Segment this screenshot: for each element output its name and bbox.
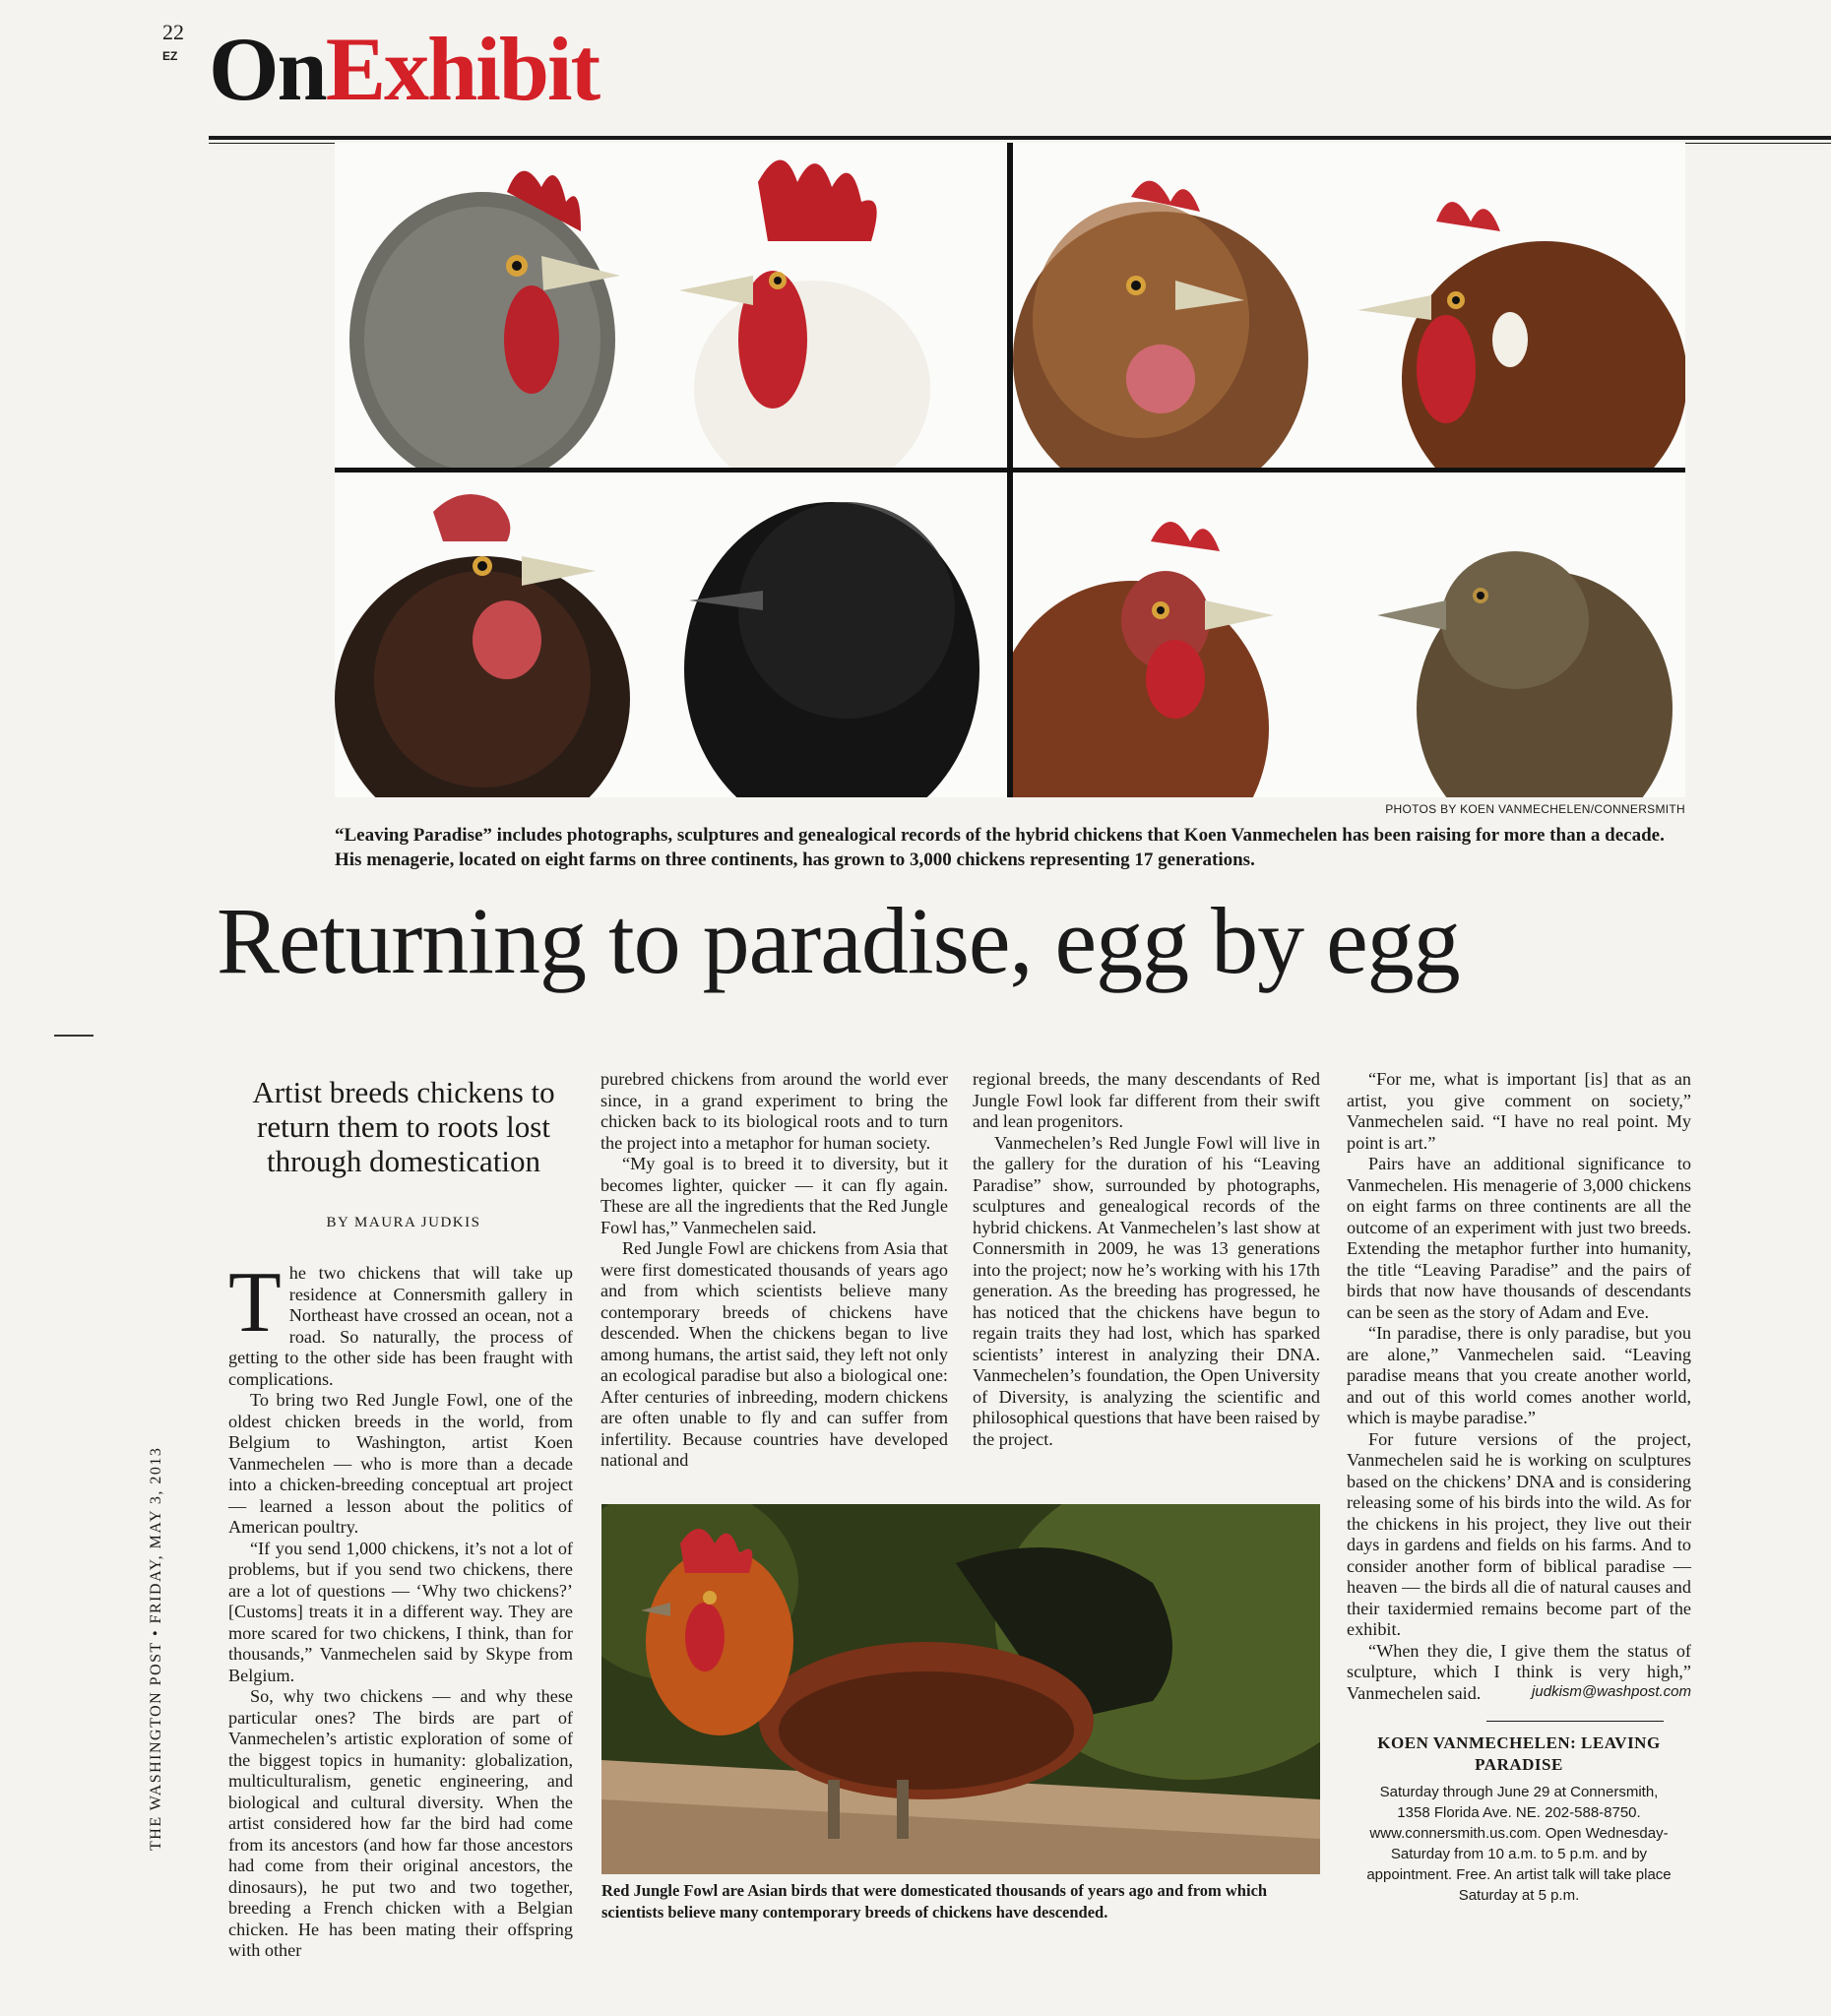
paragraph: For future versions of the project, Vanmechelen said he is working on sculptures based on the chickens’ DNA and is considering releasing some of his birds into the wild. As for the chickens in his project, they live out their days in gardens and fields on his farms. And to consider another form of biblical paradise — heaven — the birds all die of natural causes and their taxidermied remains become part of the exhibit. — [1347, 1428, 1691, 1639]
info-line: 1358 Florida Ave. NE. 202-588-8750. — [1397, 1804, 1641, 1821]
newspaper-folio: THE WASHINGTON POST • FRIDAY, MAY 3, 2013 — [148, 1446, 164, 1851]
paragraph: Vanmechelen’s Red Jungle Fowl will live in the gallery for the duration of his “Leaving Paradise” show, surrounded by photographs, sculptures and genealogical records of the hybrid chickens. At Vanmechelen’s last show at Connersmith in 2009, he was 13 generations into the project; now he’s working with his 17th generation. As the breeding has progressed, he has noticed that the chickens have begun to regain traits they had lost, which has sparked scientists’ interest in analyzing their DNA. Vanmechelen’s foundation, the Open University of Diversity, is analyzing the scientific and philosophical questions that have been raised by the project. — [973, 1132, 1320, 1449]
paragraph: regional breeds, the many descendants of Red Jungle Fowl look far different from their swift and lean progenitors. — [973, 1069, 1320, 1131]
drop-cap: T — [228, 1255, 282, 1351]
margin-mark — [54, 1035, 94, 1037]
chicken-portrait-pair-3 — [335, 472, 1007, 797]
section-title-word-2: Exhibit — [325, 19, 600, 119]
info-line: Saturday at 5 p.m. — [1458, 1887, 1580, 1904]
paragraph: “My goal is to breed it to diversity, but it becomes lighter, quicker — it can fly again. These are all the ingredients that the Red Jungle Fowl has,” Vanmechelen said. — [600, 1154, 948, 1237]
paragraph: So, why two chickens — and why these particular ones? The birds are part of Vanmechelen’s artistic exploration of some of the biggest topics in humanity: globalization, multiculturalism, genetic engineering, and biological and cultural diversity. When the artist considered how far the bird had come from its ancestors (and how far those ancestors had come from their original ancestors, the dinosaurs), he put two and two together, breeding a French chicken with a Belgian chicken. He has been mating their offspring with other — [228, 1686, 573, 1960]
exhibit-info-title: KOEN VANMECHELEN: LEAVING PARADISE — [1377, 1733, 1661, 1774]
chicken-portrait-pair-2 — [1013, 143, 1685, 468]
paragraph: Pairs have an additional significance to Vanmechelen. His menagerie of 3,000 chickens on eight farms on three continents are all the outcome of an experiment with just two breeds. Extending the metaphor further into humanity, the title “Leaving Paradise” and the pairs of birds that now have thousands of descendants can be seen as the story of Adam and Eve. — [1347, 1154, 1691, 1322]
paragraph: “When they die, I give them the status of sculpture, which I think is very high,” Vanmechelen said. — [1347, 1640, 1691, 1703]
info-line: Saturday from 10 a.m. to 5 p.m. and by — [1390, 1846, 1648, 1862]
article-column-1 — [228, 1255, 573, 1962]
article-column-2 — [600, 1069, 948, 1472]
info-line: www.connersmith.us.com. Open Wednesday- — [1369, 1825, 1669, 1842]
info-line: Saturday through June 29 at Connersmith, — [1379, 1784, 1659, 1800]
chicken-portrait-pair-1 — [335, 143, 1007, 468]
section-title — [209, 20, 599, 118]
paragraph: “If you send 1,000 chickens, it’s not a lot of problems, but if you send two chickens, there are a lot of questions — ‘Why two chickens?’ [Customs] treats it in a different way. They are more scared for two chickens, I think, than for thousands,” Vanmechelen said by Skype from Belgium. — [228, 1538, 573, 1685]
paragraph: To bring two Red Jungle Fowl, one of the oldest chicken breeds in the world, from Belgium to Washington, artist Koen Vanmechelen — who is more than a decade into a chicken-breeding conceptual art project — learned a lesson about the politics of American poultry. — [228, 1390, 573, 1537]
paragraph: “In paradise, there is only paradise, but you are alone,” Vanmechelen said. “Leaving paradise means that you create another world, and out of this world comes another world, which is maybe paradise.” — [1347, 1323, 1691, 1427]
byline: BY MAURA JUDKIS — [326, 1215, 481, 1230]
chicken-portrait-pair-4 — [1013, 472, 1685, 797]
top-photo-caption: “Leaving Paradise” includes photographs, sculptures and genealogical records of the hybrid chickens that Koen Vanmechelen has been raising for more than a decade. His menagerie, located on eight farms on three continents, has grown to 3,000 chickens representing 17 generations. — [335, 825, 1665, 870]
photo-credit: PHOTOS BY KOEN VANMECHELEN/CONNERSMITH — [1385, 802, 1685, 816]
article-column-3 — [973, 1069, 1320, 1450]
rooster-photo — [601, 1504, 1320, 1874]
headline: Returning to paradise, egg by egg — [217, 888, 1460, 993]
info-box-rule — [1486, 1721, 1664, 1722]
section-rule — [209, 136, 1831, 140]
page-number: 22 — [162, 20, 184, 44]
subheadline: Artist breeds chickens to return them to roots lost through domestication — [252, 1075, 555, 1178]
section-title-word-1: On — [209, 19, 326, 119]
author-email: judkism@washpost.com — [1532, 1683, 1691, 1700]
paragraph: “For me, what is important [is] that as an artist, you give comment on society,” Vanmechelen said. “I have no real point. My point is art.” — [1347, 1069, 1691, 1153]
rooster-photo-caption: Red Jungle Fowl are Asian birds that were domesticated thousands of years ago and from which scientists believe many contemporary breeds of chickens have descended. — [601, 1881, 1268, 1922]
chicken-portrait-grid — [335, 143, 1685, 797]
edition-code: EZ — [162, 49, 178, 63]
paragraph: he two chickens that will take up residence at Connersmith gallery in Northeast have crossed an ocean, not a road. So naturally, the process of getting to the other side has been fraught with complications. — [228, 1263, 573, 1389]
paragraph: purebred chickens from around the world ever since, in a grand experiment to bring the chicken back to its biological roots and to turn the project into a metaphor for human society. — [600, 1069, 948, 1153]
article-column-4 — [1347, 1069, 1691, 1704]
exhibit-info-details — [1347, 1782, 1691, 1906]
info-line: appointment. Free. An artist talk will take place — [1366, 1866, 1672, 1883]
paragraph: Red Jungle Fowl are chickens from Asia that were first domesticated thousands of years ago and from which scientists believe many contemporary breeds of chickens have descended. When the chickens began to live among humans, the artist said, they left not only an ecological paradise but also a biological one: After centuries of inbreeding, modern chickens are often unable to fly and can suffer from infertility. Because countries have developed national and — [600, 1238, 948, 1470]
